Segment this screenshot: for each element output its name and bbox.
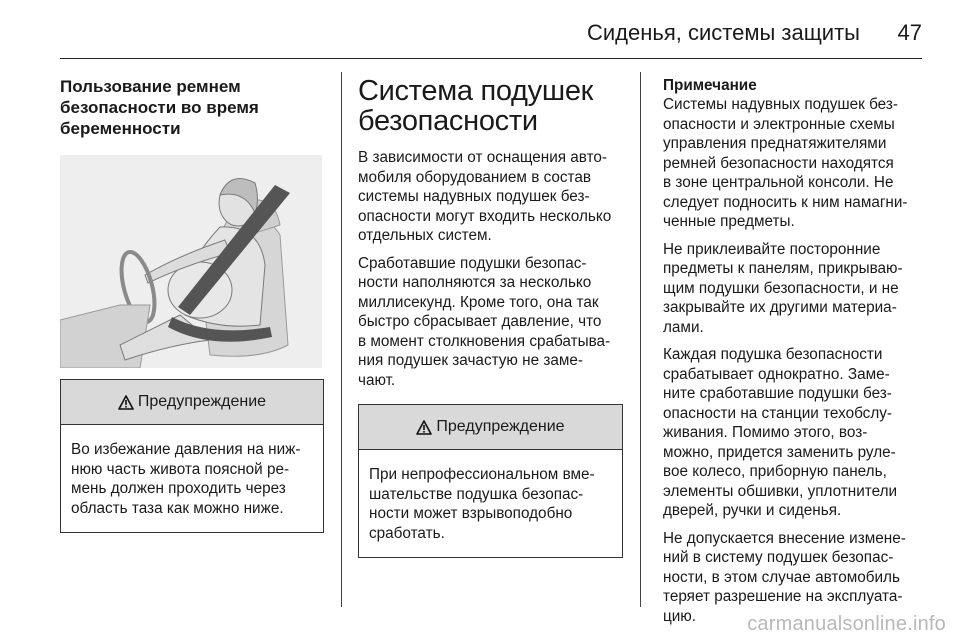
column-divider <box>341 72 342 607</box>
heading-airbag-system: Система подушек безопасности <box>358 75 594 137</box>
pregnant-woman-seatbelt-illustration <box>60 155 322 368</box>
warning-text: Во избежание давления на ниж- нюю часть живота поясной ре- мень должен проходить через область таза как можно ниже. <box>71 441 301 517</box>
section-title: Сиденья, системы защиты <box>586 20 860 45</box>
page-header <box>60 12 922 59</box>
paragraph: Не допускается внесение измене- ний в систему подушек безопас- ности, в этом случае автомобиль теряет разрешение на эксплуата- цию. <box>663 529 906 625</box>
warning-title: Предупреждение <box>137 393 267 410</box>
column-divider <box>640 72 641 607</box>
paragraph: Сработавшие подушки безопас- ности наполняются за несколько миллисекунд. Кроме того, она так быстро сбрасывает давление, что в момент столкновения срабатыва- ния подушек зачастую не заме- чают. <box>358 254 611 389</box>
page-number: 47 <box>897 20 922 45</box>
paragraph: Не приклеивайте посторонние предметы к панелям, прикрываю- щим подушки безопасности, и не закрывайте их другими материа- лами. <box>663 240 903 336</box>
watermark: carmanualsonline.info <box>747 613 946 635</box>
warning-title: Предупреждение <box>436 418 565 435</box>
warning-box <box>60 379 324 533</box>
illustration-drawing <box>60 155 322 368</box>
warning-triangle-icon <box>416 420 432 435</box>
note-title: Примечание <box>663 77 757 94</box>
warning-triangle-icon <box>118 395 134 410</box>
warning-header <box>61 380 323 425</box>
note-text: Системы надувных подушек без- опасности и электронные схемы управления преднатяжителями ремней безопасности находятся в зоне центральной консоли. Не следует подносить к ним намагни- ченные предметы. <box>663 96 908 230</box>
heading-pregnancy-belt: Пользование ремнем безопасности во время беременности <box>60 77 259 138</box>
column-right <box>663 76 925 634</box>
paragraph: Каждая подушка безопасности срабатывает однократно. Заме- ните сработавшие подушки без- опасности на станции техобслу- живания. Помимо этого, воз- можно, придется заменить руле- вое колесо, приборную панель, элементы обшивки, уплотнители дверей, ручки и сиденья. <box>663 346 898 519</box>
paragraph: В зависимости от оснащения авто- мобиля оборудованием в состав системы надувных подушек без- опасности могут входить несколько отдельных систем. <box>358 149 612 244</box>
column-left <box>60 76 324 533</box>
column-middle <box>358 76 623 558</box>
warning-box <box>358 404 623 558</box>
warning-header <box>359 405 622 450</box>
warning-text: При непрофессиональном вме- шательстве подушка безопас- ности может взрывоподобно сработать. <box>369 466 595 542</box>
